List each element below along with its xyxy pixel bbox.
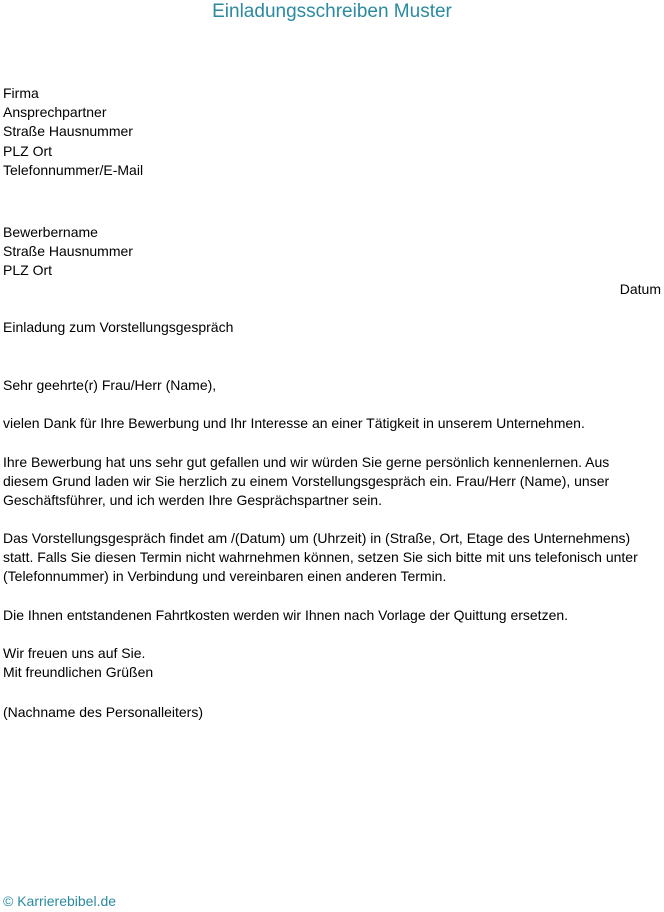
recipient-address: [3, 223, 661, 281]
recipient-name: Bewerbername: [3, 224, 98, 240]
closing: [3, 644, 661, 682]
closing-line: Wir freuen uns auf Sie.: [3, 645, 146, 661]
recipient-city: PLZ Ort: [3, 262, 53, 279]
salutation: Sehr geehrte(r) Frau/Herr (Name),: [3, 377, 217, 393]
paragraph-appointment: Das Vorstellungsgespräch findet am /(Datum) um (Uhrzeit) in (Straße, Ort, Etage des Unternehmens) statt. Falls Sie diesen Termin nicht wahrnehmen können, setzen Sie sich bitte mit uns telefonisch unter (Telefonnummer) in Verbindung und vereinbaren einen anderen Termin.: [3, 530, 638, 585]
sender-city: PLZ Ort: [3, 142, 53, 159]
signature: (Nachname des Personalleiters): [3, 704, 203, 720]
sender-phone-email: Telefonnummer/E-Mail: [3, 161, 144, 178]
footer-copyright[interactable]: © Karrierebibel.de: [3, 893, 117, 909]
recipient-street: Straße Hausnummer: [3, 243, 133, 260]
sender-street: Straße Hausnummer: [3, 123, 133, 140]
letter-subject: Einladung zum Vorstellungsgespräch: [3, 319, 234, 335]
paragraph-travel-costs: Die Ihnen entstandenen Fahrtkosten werden wir Ihnen nach Vorlage der Quittung ersetzen.: [3, 607, 569, 623]
paragraph-thanks: vielen Dank für Ihre Bewerbung und Ihr Interesse an einer Tätigkeit in unserem Unternehmen.: [3, 415, 585, 431]
sender-company: Firma: [3, 85, 39, 101]
sender-address: [3, 84, 661, 180]
closing-greeting: Mit freundlichen Grüßen: [3, 664, 154, 681]
paragraph-invitation: Ihre Bewerbung hat uns sehr gut gefallen und wir würden Sie gerne persönlich kennenlernen. Aus diesem Grund laden wir Sie herzlich zu einem Vorstellungsgespräch ein. Frau/Herr (Name), unser Geschäftsführer, und ich werden Ihre Gesprächspartner sein.: [3, 454, 610, 509]
letter-date: Datum: [619, 281, 661, 297]
sender-contact: Ansprechpartner: [3, 104, 107, 121]
document-title: Einladungsschreiben Muster: [212, 1, 452, 22]
